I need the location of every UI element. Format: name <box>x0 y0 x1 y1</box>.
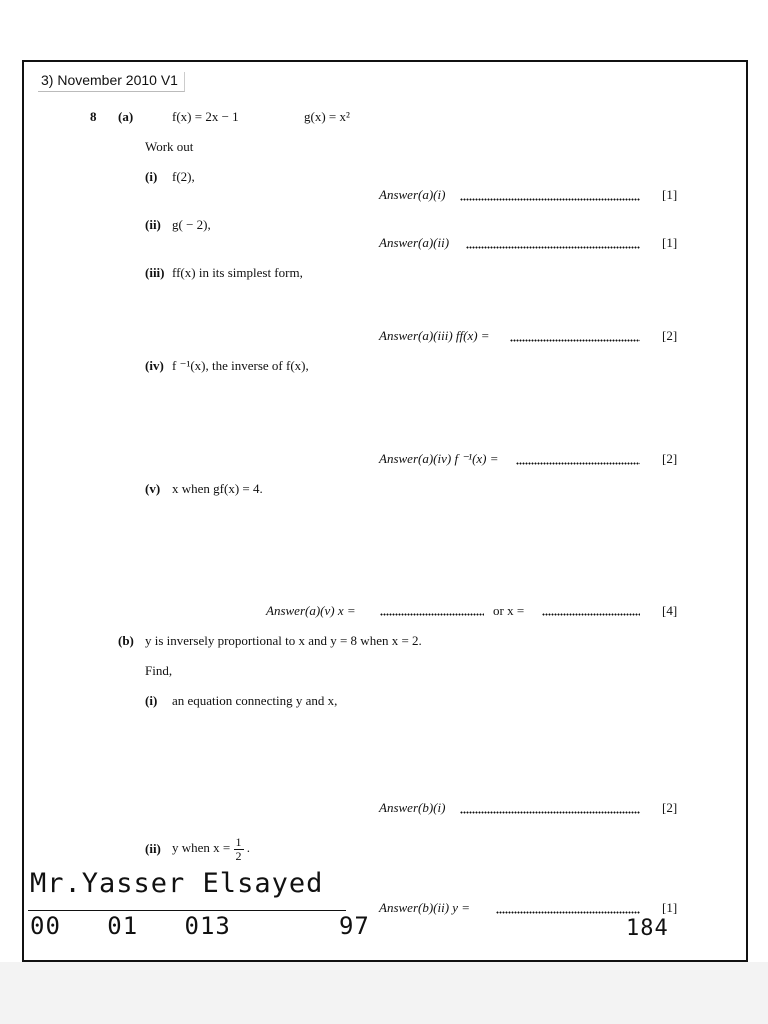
item-b-i-text: an equation connecting y and x, <box>172 693 338 708</box>
item-a-ii-text: g( − 2), <box>172 217 211 232</box>
fraction-numerator: 1 <box>235 834 242 849</box>
fraction-one-half <box>234 836 244 863</box>
item-a-v-text: x when gf(x) = 4. <box>172 481 263 496</box>
item-b-ii-label: (ii) <box>145 841 161 856</box>
section-title: 3) November 2010 V1 <box>38 72 185 92</box>
g-definition: g(x) = x² <box>304 109 350 124</box>
answer-a-i-line[interactable] <box>460 198 640 201</box>
item-b-ii-text <box>172 832 250 864</box>
part-b-statement: y is inversely proportional to x and y = 8 when x = 2. <box>145 633 422 648</box>
answer-a-iii-label: Answer(a)(iii) ff(x) = <box>379 328 490 343</box>
item-b-ii-prefix: y when x = <box>172 840 231 855</box>
answer-a-i-label: Answer(a)(i) <box>379 187 446 202</box>
marks-a-v: [4] <box>662 603 678 618</box>
item-a-iv-label: (iv) <box>145 358 164 373</box>
answer-a-iii-line[interactable] <box>510 339 640 342</box>
answer-a-v-or-label: or x = <box>493 603 525 618</box>
answer-a-iv-label: Answer(a)(iv) f ⁻¹(x) = <box>379 451 499 466</box>
worksheet-frame <box>22 60 748 962</box>
handwritten-phone: 00 01 013 97 <box>30 912 370 940</box>
question-number: 8 <box>90 109 97 124</box>
marks-a-iv: [2] <box>662 451 678 466</box>
item-a-i-text: f(2), <box>172 169 195 184</box>
item-a-v-label: (v) <box>145 481 161 496</box>
item-a-iii-text: ff(x) in its simplest form, <box>172 265 303 280</box>
item-b-i-label: (i) <box>145 693 158 708</box>
answer-a-ii-label: Answer(a)(ii) <box>379 235 450 250</box>
answer-a-v-label: Answer(a)(v) x = <box>266 603 356 618</box>
marks-b-ii: [1] <box>662 900 678 915</box>
item-b-ii-suffix: . <box>246 840 250 855</box>
answer-a-v-line-1[interactable] <box>380 613 484 616</box>
marks-a-iii: [2] <box>662 328 678 343</box>
answer-a-ii-line[interactable] <box>466 246 640 249</box>
find-text: Find, <box>145 663 173 678</box>
handwritten-page-number: 184 <box>626 916 669 941</box>
answer-b-ii-line[interactable] <box>496 911 640 914</box>
marks-a-ii: [1] <box>662 235 678 250</box>
answer-b-i-label: Answer(b)(i) <box>379 800 446 815</box>
fraction-denominator: 2 <box>235 848 242 863</box>
signature-underline <box>28 910 346 911</box>
answer-b-ii-label: Answer(b)(ii) y = <box>379 900 471 915</box>
page-bottom-strip <box>0 962 768 1024</box>
f-definition: f(x) = 2x − 1 <box>172 109 239 124</box>
item-a-i-label: (i) <box>145 169 158 184</box>
answer-a-v-line-2[interactable] <box>542 613 640 616</box>
item-a-iv-text: f ⁻¹(x), the inverse of f(x), <box>172 358 309 373</box>
marks-b-i: [2] <box>662 800 678 815</box>
handwritten-name: Mr.Yasser Elsayed <box>30 868 324 899</box>
answer-b-i-line[interactable] <box>460 811 640 814</box>
answer-a-iv-line[interactable] <box>516 462 640 465</box>
marks-a-i: [1] <box>662 187 678 202</box>
item-a-iii-label: (iii) <box>145 265 165 280</box>
part-a-label: (a) <box>118 109 134 124</box>
work-out-text: Work out <box>145 139 194 154</box>
part-b-label: (b) <box>118 633 134 648</box>
item-a-ii-label: (ii) <box>145 217 161 232</box>
